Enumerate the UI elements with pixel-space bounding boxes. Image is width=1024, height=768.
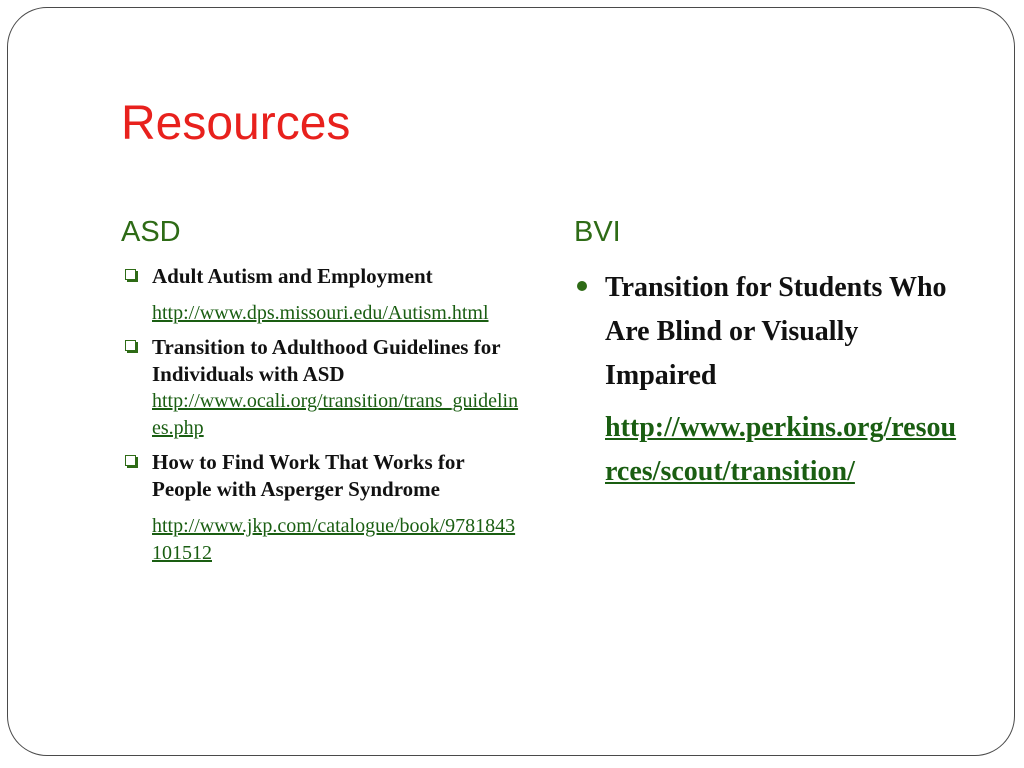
resource-title: Transition for Students Who Are Blind or Visually Impaired (605, 272, 947, 391)
bvi-heading: BVI (574, 216, 621, 248)
resource-link[interactable]: http://www.jkp.com/catalogue/book/9781843101512 (152, 515, 516, 564)
asd-heading: ASD (121, 216, 181, 248)
bvi-list-item (574, 266, 974, 494)
asd-list-item (121, 263, 521, 327)
slide-frame (7, 7, 1015, 756)
bvi-column (574, 266, 974, 494)
checkbox-bullet-icon (125, 340, 136, 351)
asd-column (121, 263, 521, 574)
resource-title: Transition to Adulthood Guidelines for Individuals with ASD (152, 335, 501, 386)
slide-title: Resources (121, 97, 351, 150)
asd-list-item (121, 449, 521, 567)
resource-link[interactable]: http://www.ocali.org/transition/trans_guidelines.php (152, 390, 519, 439)
checkbox-bullet-icon (125, 269, 136, 280)
resource-title: Adult Autism and Employment (152, 264, 433, 288)
resource-link[interactable]: http://www.dps.missouri.edu/Autism.html (152, 302, 489, 324)
resource-title: How to Find Work That Works for People with Asperger Syndrome (152, 450, 465, 501)
asd-list-item (121, 334, 521, 442)
dot-bullet-icon (577, 281, 587, 291)
checkbox-bullet-icon (125, 455, 136, 466)
resource-link[interactable]: http://www.perkins.org/resources/scout/transition/ (605, 412, 957, 487)
